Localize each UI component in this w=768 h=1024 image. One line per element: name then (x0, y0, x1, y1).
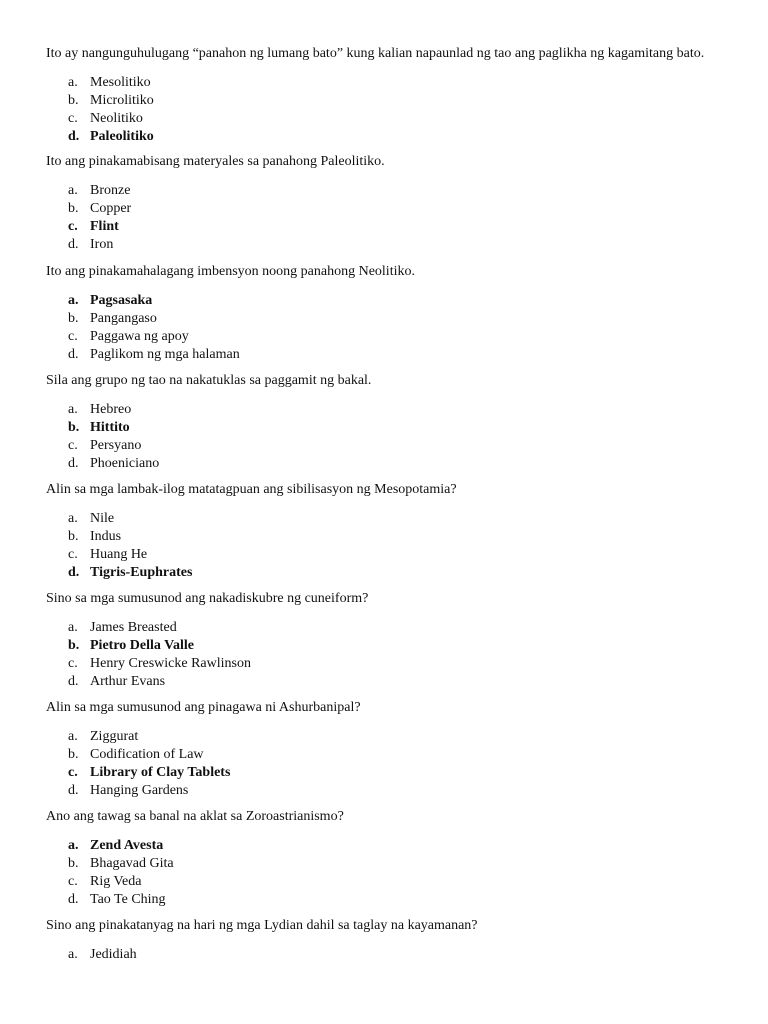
choice-text: Jedidiah (90, 947, 137, 962)
choice-b (46, 855, 748, 873)
choice-b (46, 419, 748, 437)
choice-text: James Breasted (90, 620, 177, 635)
question-text: Sila ang grupo ng tao na nakatuklas sa paggamit ng bakal. (46, 373, 372, 388)
choice-letter: b. (68, 311, 79, 326)
choice-letter: a. (68, 729, 78, 744)
choice-b (46, 637, 748, 655)
choice-text: Microlitiko (90, 93, 154, 108)
question-1 (46, 44, 748, 146)
choice-a (46, 510, 748, 528)
choice-letter: c. (68, 874, 78, 889)
choice-text: Tigris-Euphrates (90, 565, 193, 580)
choice-list (46, 510, 748, 582)
choice-letter: d. (68, 347, 79, 362)
question-text: Sino ang pinakatanyag na hari ng mga Lydian dahil sa taglay na kayamanan? (46, 918, 478, 933)
choice-c (46, 546, 748, 564)
choice-text: Neolitiko (90, 111, 143, 126)
choice-letter: a. (68, 511, 78, 526)
choice-list (46, 728, 748, 800)
choice-text: Paggawa ng apoy (90, 329, 189, 344)
choice-text: Mesolitiko (90, 75, 151, 90)
choice-text: Nile (90, 511, 115, 526)
choice-text: Iron (90, 237, 114, 252)
choice-a (46, 728, 748, 746)
choice-d (46, 346, 748, 364)
choice-letter: b. (68, 93, 79, 108)
choice-list (46, 74, 748, 146)
question-text: Ano ang tawag sa banal na aklat sa Zoroastrianismo? (46, 809, 344, 824)
choice-letter: c. (68, 656, 78, 671)
choice-letter: a. (68, 402, 78, 417)
choice-a (46, 946, 748, 964)
choice-d (46, 564, 748, 582)
choice-text: Henry Creswicke Rawlinson (90, 656, 251, 671)
choice-letter: a. (68, 838, 79, 853)
choice-text: Rig Veda (90, 874, 142, 889)
choice-c (46, 110, 748, 128)
question-3 (46, 262, 748, 364)
choice-letter: c. (68, 219, 78, 234)
choice-letter: c. (68, 765, 78, 780)
choice-text: Huang He (90, 547, 148, 562)
choice-d (46, 891, 748, 909)
choice-list (46, 401, 748, 473)
choice-a (46, 619, 748, 637)
choice-letter: d. (68, 129, 80, 144)
choice-letter: b. (68, 638, 80, 653)
question-9 (46, 916, 748, 964)
question-text: Alin sa mga lambak-ilog matatagpuan ang sibilisasyon ng Mesopotamia? (46, 482, 457, 497)
choice-b (46, 310, 748, 328)
question-text: Sino sa mga sumusunod ang nakadiskubre ng cuneiform? (46, 591, 369, 606)
choice-text: Bhagavad Gita (90, 856, 174, 871)
choice-c (46, 764, 748, 782)
choice-letter: b. (68, 747, 79, 762)
question-text: Ito ay nangunguhulugang “panahon ng lumang bato” kung kalian napaunlad ng tao ang paglikha ng kagamitang bato. (46, 46, 705, 61)
choice-text: Pagsasaka (90, 293, 153, 308)
choice-text: Hanging Gardens (90, 783, 189, 798)
question-7 (46, 698, 748, 800)
choice-letter: a. (68, 947, 78, 962)
choice-letter: d. (68, 565, 80, 580)
choice-letter: c. (68, 438, 78, 453)
choice-text: Flint (90, 219, 119, 234)
choice-c (46, 218, 748, 236)
choice-c (46, 437, 748, 455)
choice-list (46, 619, 748, 691)
choice-letter: b. (68, 420, 80, 435)
choice-text: Pietro Della Valle (90, 638, 194, 653)
choice-text: Phoeniciano (90, 456, 160, 471)
choice-a (46, 837, 748, 855)
choice-letter: d. (68, 783, 79, 798)
choice-text: Paglikom ng mga halaman (90, 347, 240, 362)
choice-list (46, 182, 748, 254)
choice-a (46, 292, 748, 310)
choice-a (46, 401, 748, 419)
choice-list (46, 946, 748, 964)
question-text: Ito ang pinakamahalagang imbensyon noong panahong Neolitiko. (46, 264, 415, 279)
choice-letter: d. (68, 892, 79, 907)
choice-letter: b. (68, 856, 79, 871)
choice-letter: d. (68, 237, 79, 252)
choice-letter: a. (68, 293, 79, 308)
choice-c (46, 873, 748, 891)
question-4 (46, 371, 748, 473)
choice-text: Ziggurat (90, 729, 139, 744)
choice-text: Codification of Law (90, 747, 204, 762)
choice-letter: c. (68, 547, 78, 562)
choice-text: Pangangaso (90, 311, 157, 326)
choice-letter: c. (68, 111, 78, 126)
choice-letter: a. (68, 183, 78, 198)
choice-b (46, 746, 748, 764)
choice-a (46, 182, 748, 200)
question-2 (46, 152, 748, 254)
choice-text: Arthur Evans (90, 674, 166, 689)
choice-b (46, 528, 748, 546)
choice-letter: a. (68, 75, 78, 90)
choice-text: Hittito (90, 420, 130, 435)
choice-text: Library of Clay Tablets (90, 765, 231, 780)
choice-d (46, 455, 748, 473)
choice-text: Paleolitiko (90, 129, 154, 144)
choice-d (46, 128, 748, 146)
choice-letter: a. (68, 620, 78, 635)
choice-d (46, 673, 748, 691)
choice-letter: d. (68, 674, 79, 689)
choice-text: Persyano (90, 438, 142, 453)
question-text: Alin sa mga sumusunod ang pinagawa ni Ashurbanipal? (46, 700, 361, 715)
choice-text: Zend Avesta (90, 838, 164, 853)
choice-a (46, 74, 748, 92)
choice-b (46, 200, 748, 218)
question-6 (46, 589, 748, 691)
choice-text: Copper (90, 201, 132, 216)
question-8 (46, 807, 748, 909)
question-5 (46, 480, 748, 582)
choice-c (46, 328, 748, 346)
choice-letter: c. (68, 329, 78, 344)
choice-list (46, 292, 748, 364)
choice-letter: b. (68, 529, 79, 544)
choice-letter: b. (68, 201, 79, 216)
question-text: Ito ang pinakamabisang materyales sa panahong Paleolitiko. (46, 154, 385, 169)
choice-list (46, 837, 748, 909)
choice-letter: d. (68, 456, 79, 471)
choice-b (46, 92, 748, 110)
choice-c (46, 655, 748, 673)
choice-text: Indus (90, 529, 122, 544)
choice-text: Hebreo (90, 402, 132, 417)
choice-text: Tao Te Ching (90, 892, 166, 907)
choice-d (46, 782, 748, 800)
choice-d (46, 236, 748, 254)
choice-text: Bronze (90, 183, 131, 198)
